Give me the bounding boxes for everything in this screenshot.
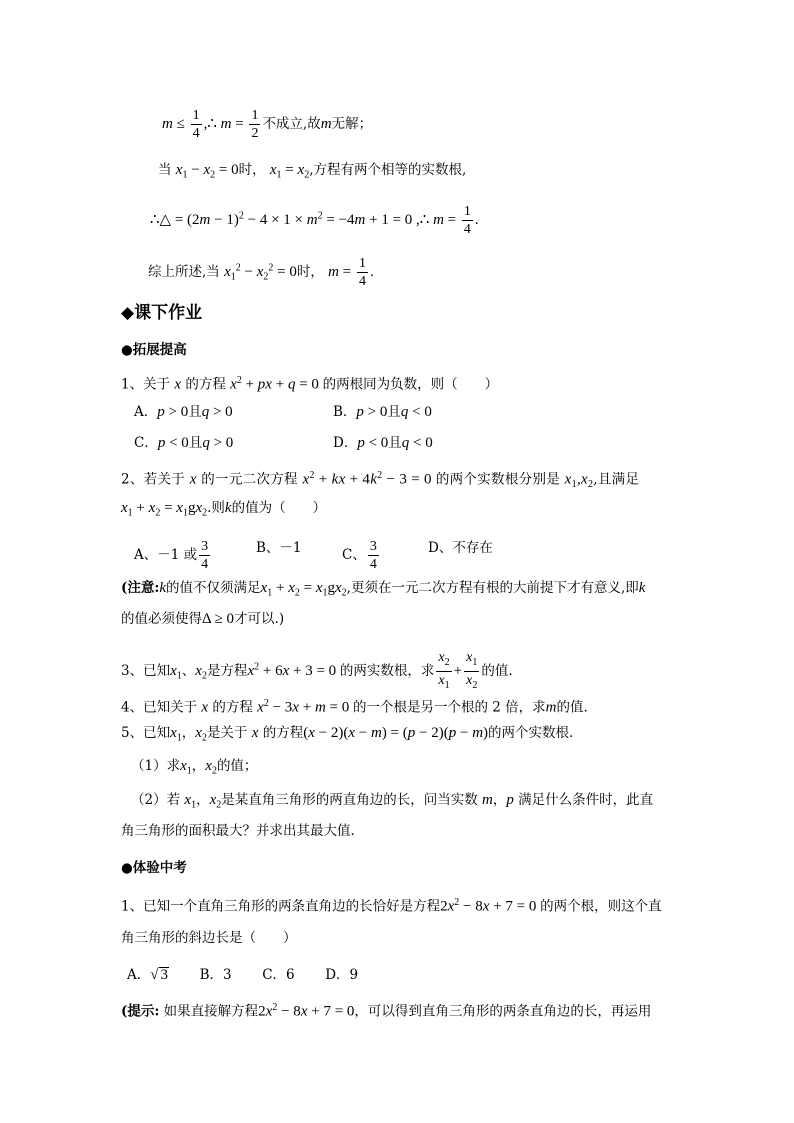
question-5-stem: 5、已知$x_1$，$x_2$是关于 x 的方程(x − 2)(x − m) = (p − 2)(p − m)的两个实数根． bbox=[121, 725, 583, 744]
homework-heading: ◆课下作业 bbox=[121, 303, 203, 323]
question-2-option-a: A、－1 或 $\frac{3}{4}$ bbox=[134, 539, 209, 572]
question-1-stem: 1、关于 x 的方程 $x^2$ + px + q = 0 的两根同为负数，则（ ） bbox=[121, 375, 499, 393]
question-3: 3、已知$x_1$、$x_2$是方程$x^2 + 6x + 3 = 0$ 的两实数根，求 $\frac{x_2}{x_1}$ + $\frac{x_1}{x_2}$ 的值. bbox=[121, 649, 513, 694]
section-heading-extension: ●拓展提高 bbox=[121, 342, 187, 358]
question-1-option-b: B．p > 0且q < 0 bbox=[333, 404, 432, 420]
question-2-option-c: C、 $\frac{3}{4}$ bbox=[342, 539, 377, 572]
question-4: 4、已知关于 x 的方程 $x^2 - 3x + m = 0$ 的一个根是另一个根的 2 倍，求m的值. bbox=[121, 698, 588, 716]
question-2-note-line1: (注意:k的值不仅须满足$x_1 + x_2 = x_1gx_2$,更须在一元二次方程有根的大前提下才有意义,即k bbox=[121, 580, 646, 599]
fraction-x1-x2: $\frac{x_1}{x_2}$ bbox=[466, 650, 478, 691]
fraction-1-2: $\frac{1}{2}$ bbox=[251, 108, 259, 141]
exam-option-c: C．6 bbox=[262, 967, 295, 983]
line-conclusion: 综上所述,当 $x_1^2 - x_2^2 = 0$时， m = $\frac{1}{4}$ . bbox=[148, 256, 374, 289]
question-1-option-a: A．p > 0且q > 0 bbox=[134, 404, 233, 420]
fraction-1-4: $\frac{1}{4}$ bbox=[192, 108, 200, 141]
question-5-part-2: （2）若 $x_1$，$x_2$是某直角三角形的两直角边的长，问当实数 m，p 满足什么条件时，此直 bbox=[131, 792, 654, 811]
line-equal-roots: 当 $x_1 - x_2 = 0$时， $x_1 = x_2$,方程有两个相等的实数根, bbox=[158, 162, 467, 181]
exam-option-d: D．9 bbox=[325, 967, 359, 983]
question-2-option-b: B、－1 bbox=[256, 540, 302, 556]
exam-option-b: B．3 bbox=[199, 967, 232, 983]
line-discriminant: ∴△ = $(2m - 1)^2 - 4 \times 1 \times m^2 = -4m + 1 = 0$ ,∴ m = $\frac{1}{4}$ . bbox=[150, 204, 479, 237]
fraction-3-4: $\frac{3}{4}$ bbox=[201, 539, 209, 572]
fraction-x2-x1: $\frac{x_2}{x_1}$ bbox=[438, 650, 450, 691]
line-m-no-solution: m ≤ $\frac{1}{4}$ ,∴ m = $\frac{1}{2}$ 不成立,故m无解； bbox=[162, 108, 373, 141]
question-1-option-c: C．p < 0且q > 0 bbox=[134, 435, 234, 451]
question-5-part-2-cont: 角三角形的面积最大？并求出其最大值． bbox=[121, 823, 364, 839]
fraction-1-4: $\frac{1}{4}$ bbox=[358, 256, 366, 289]
section-heading-exam: ●体验中考 bbox=[121, 860, 187, 876]
question-1-option-d: D．p < 0且q < 0 bbox=[333, 435, 433, 451]
fraction-3-4: $\frac{3}{4}$ bbox=[369, 539, 377, 572]
exam-option-a: A．√ 3 bbox=[127, 967, 168, 983]
exam-question-1-line2: 角三角形的斜边长是（ ） bbox=[121, 930, 297, 946]
question-2-stem-line2: $x_1 + x_2 = x_1gx_2$.则k的值为（ ） bbox=[121, 500, 327, 519]
exam-question-1-hint: (提示: 如果直接解方程$2x^2 - 8x + 7 = 0$，可以得到直角三角形的两条直角边的长，再运用 bbox=[121, 1002, 652, 1020]
fraction-1-4: $\frac{1}{4}$ bbox=[463, 204, 471, 237]
question-2-stem-line1: 2、若关于 x 的一元二次方程 $x^2$ + kx + $4k^2 - 3 = 0$ 的两个实数根分别是 $x_1,x_2$,且满足 bbox=[121, 470, 640, 491]
question-2-option-d: D、不存在 bbox=[428, 540, 493, 556]
exam-question-1-line1: 1、已知一个直角三角形的两条直角边的长恰好是方程$2x^2 - 8x + 7 = 0$ 的两个根，则这个直 bbox=[121, 897, 662, 915]
question-2-note-line2: 的值必须使得Δ ≥ 0才可以.) bbox=[121, 611, 285, 627]
question-5-part-1: （1）求$x_1$，$x_2$的值； bbox=[131, 758, 258, 777]
exam-question-1-options bbox=[127, 965, 358, 985]
